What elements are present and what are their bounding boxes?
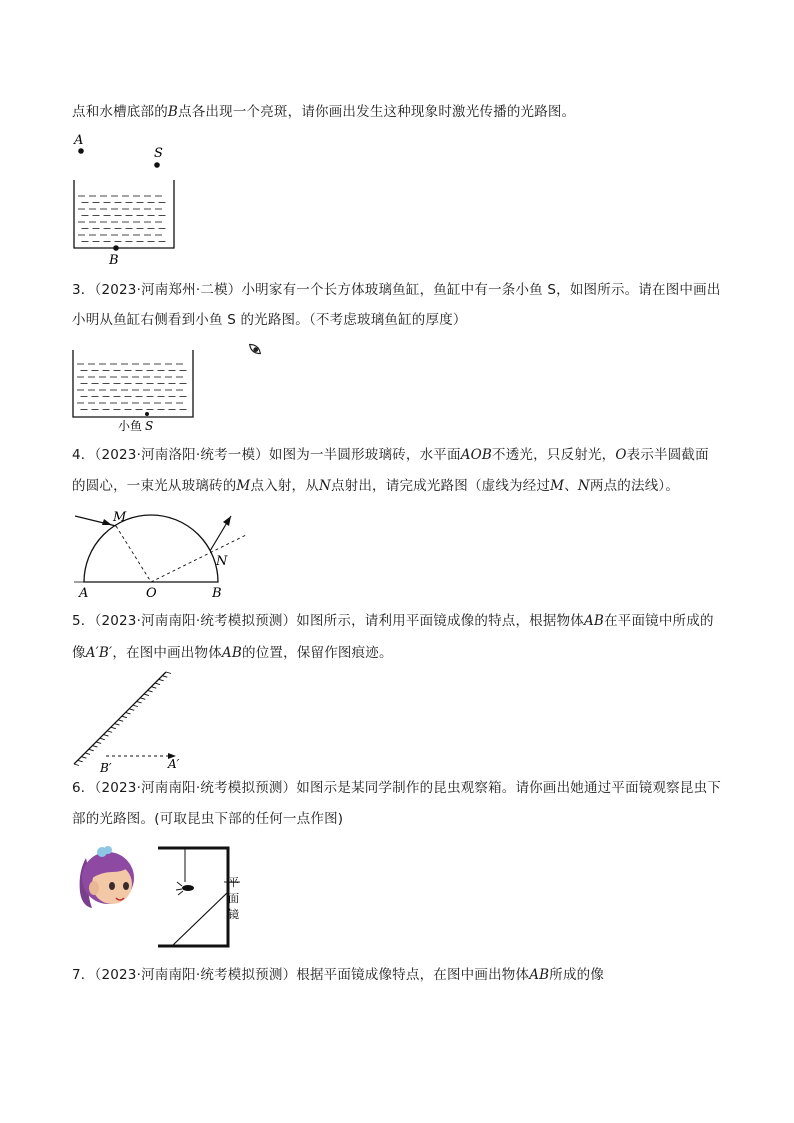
q3-fish-point <box>145 412 149 416</box>
q3-text-line2: 小明从鱼缸右侧看到小鱼 S 的光路图。（不考虑玻璃鱼缸的厚度） <box>72 312 467 328</box>
girl-avatar <box>72 842 144 912</box>
q2-figure-water-tank <box>60 130 190 270</box>
q4-m: M <box>236 478 251 494</box>
q2-point-a <box>78 148 84 154</box>
q4-o: O <box>615 447 627 463</box>
q5-text-b: 在平面镜中所成的 <box>604 613 714 629</box>
q4-n2: N <box>577 478 590 494</box>
q5-label-a: A′ <box>168 757 180 771</box>
q4-aob: AOB <box>460 447 493 463</box>
hatch-mark <box>74 764 79 766</box>
hatch-mark <box>92 746 97 748</box>
q2-water <box>78 196 166 242</box>
q7-ab: AB <box>529 967 550 983</box>
bug-icon <box>182 885 194 891</box>
q3-label-fish: 小鱼 <box>118 419 143 433</box>
q4-label-m: M <box>113 510 127 525</box>
q6-box <box>158 848 228 946</box>
hatch-mark <box>133 705 138 707</box>
q2-label-b: B <box>109 253 119 268</box>
q5-text-line2 <box>72 644 393 662</box>
hatch-mark <box>100 738 105 740</box>
hatch-mark <box>122 716 127 718</box>
q5-ab: AB <box>583 613 605 629</box>
q3-figure-fish-tank <box>66 340 276 435</box>
hatch-mark <box>89 749 94 751</box>
q7-text-line1 <box>72 966 604 984</box>
q3-water <box>77 364 187 410</box>
q4-semicircle <box>84 515 218 582</box>
eye-icon <box>248 342 263 356</box>
hatch-mark <box>118 720 123 722</box>
q5-text-2a: 像 <box>72 645 86 661</box>
q4-text-c: 表示半圆截面 <box>626 447 709 463</box>
q4-n: N <box>318 478 331 494</box>
q5-ab-image: A′B′ <box>85 645 113 661</box>
q4-label-a: A <box>79 586 89 600</box>
q2-label-a: A <box>74 133 84 148</box>
q4-normal-n <box>151 535 246 582</box>
q5-label-b: B′ <box>100 761 112 775</box>
q5-mirror <box>74 672 166 764</box>
q2-point-b <box>113 245 119 251</box>
q7-text-a: 7．（2023·河南南阳·统考模拟预测）根据平面镜成像特点，在图中画出物体 <box>72 967 530 983</box>
q4-label-o: O <box>146 586 157 600</box>
q5-text-2b: ，在图中画出物体 <box>112 645 222 661</box>
hatch-mark <box>96 742 101 744</box>
hatch-mark <box>155 683 160 685</box>
q6-mirror-label-3: 镜 <box>228 908 239 921</box>
hatch-mark <box>162 676 167 678</box>
q2-text-rest: 点各出现一个亮斑，请你画出发生这种现象时激光传播的光路图。 <box>178 104 576 120</box>
q4-text-2b: 点入射，从 <box>250 478 319 494</box>
hatch-mark <box>166 672 171 674</box>
hatch-mark <box>148 690 153 692</box>
hatch-mark <box>159 679 164 681</box>
q4-normal-m <box>116 526 151 582</box>
q6-mirror-label-1: 平 <box>228 876 239 889</box>
hatch-mark <box>78 760 83 762</box>
q4-text-line1 <box>72 446 709 464</box>
q4-text-a: 4．（2023·河南洛阳·统考一模）如图为一半圆形玻璃砖，水平面 <box>72 447 461 463</box>
q4-sep: 、 <box>564 478 578 494</box>
q3-label-s: S <box>145 419 154 433</box>
hatch-mark <box>114 724 119 726</box>
hatch-mark <box>85 753 90 755</box>
q5-text-line1 <box>72 612 714 630</box>
hatch-mark <box>111 727 116 729</box>
q7-text-b: 所成的像 <box>549 967 605 983</box>
q4-figure-semicircle-glass <box>66 505 256 600</box>
q5-figure-plane-mirror <box>66 668 186 776</box>
q4-text-b: 不透光，只反射光， <box>492 447 616 463</box>
q4-label-b: B <box>212 586 222 600</box>
q6-text-line1: 6．（2023·河南南阳·统考模拟预测）如图示是某同学制作的昆虫观察箱。请你画出她通过平面镜观察昆虫下 <box>72 780 721 796</box>
q4-text-line2 <box>72 477 679 495</box>
q2-point-b: B <box>167 104 179 120</box>
hatch-mark <box>137 701 142 703</box>
q4-label-n: N <box>216 554 228 569</box>
hatch-mark <box>129 709 134 711</box>
q6-mirror-label-2: 面 <box>228 892 239 905</box>
q5-text-a: 5．（2023·河南南阳·统考模拟预测）如图所示，请利用平面镜成像的特点，根据物体 <box>72 613 584 629</box>
q4-text-2c: 点射出，请完成光路图（虚线为经过 <box>330 478 551 494</box>
hatch-mark <box>103 735 108 737</box>
q5-ab2: AB <box>221 645 242 661</box>
q6-text-line2: 部的光路图。(可取昆虫下部的任何一点作图) <box>72 811 344 827</box>
hatch-mark <box>126 712 131 714</box>
q2-text-line1 <box>72 103 575 121</box>
q6-figure-insect-box <box>150 842 280 952</box>
q2-text: 点和水槽底部的 <box>72 104 168 120</box>
hatch-mark <box>151 687 156 689</box>
hatch-mark <box>144 694 149 696</box>
q2-label-s: S <box>154 146 163 161</box>
q4-arrow-exit <box>223 516 231 526</box>
hatch-mark <box>81 757 86 759</box>
q3-text-line1: 3．（2023·河南郑州·二模）小明家有一个长方体玻璃鱼缸，鱼缸中有一条小鱼 S，如图所示。请在图中画出 <box>72 282 721 298</box>
q5-text-2c: 的位置，保留作图痕迹。 <box>242 645 393 661</box>
q5-mirror-hatching <box>74 672 171 766</box>
hatch-mark <box>107 731 112 733</box>
q4-arrow <box>102 519 112 525</box>
q2-point-s <box>154 162 160 168</box>
q2-tank-outline <box>74 180 174 248</box>
q4-text-2a: 的圆心，一束光从玻璃砖的 <box>72 478 237 494</box>
q6-plane-mirror <box>172 892 228 946</box>
q4-text-2d: 两点的法线）。 <box>589 478 680 494</box>
q4-m2: M <box>550 478 565 494</box>
hatch-mark <box>140 698 145 700</box>
